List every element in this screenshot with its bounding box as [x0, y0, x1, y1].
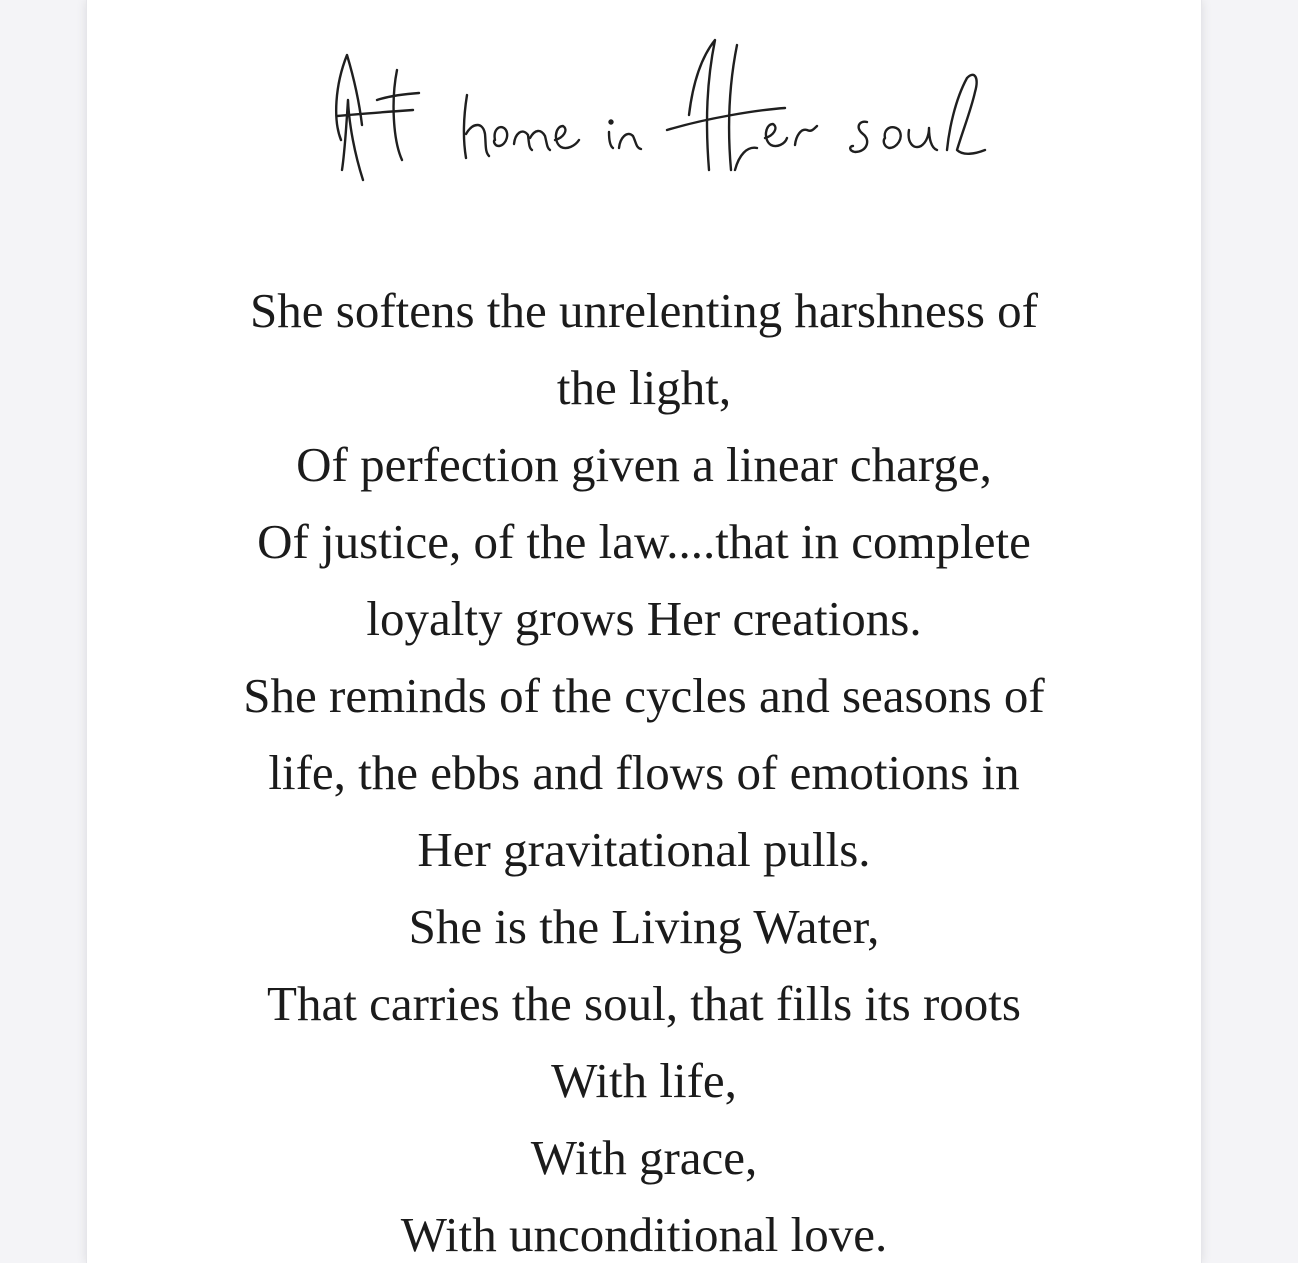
poem-line: With unconditional love. — [400, 1207, 888, 1262]
poem-line: She reminds of the cycles and seasons of — [243, 668, 1045, 723]
handwritten-title-graphic — [237, 30, 1027, 200]
poem-title — [237, 30, 1027, 200]
poem-line: life, the ebbs and flows of emotions in — [268, 745, 1020, 800]
poem-line: With grace, — [530, 1130, 758, 1185]
poem-line: That carries the soul, that fills its roots — [267, 976, 1021, 1031]
poem-line: Of justice, of the law....that in complete — [257, 514, 1031, 569]
poem-line: loyalty grows Her creations. — [366, 591, 922, 646]
poem-line: Her gravitational pulls. — [417, 822, 871, 877]
document-page — [86, 0, 1202, 1263]
poem-body — [87, 272, 1201, 1263]
poem-line: Of perfection given a linear charge, — [296, 437, 992, 492]
poem-line: With life, — [551, 1053, 737, 1108]
poem-line: She is the Living Water, — [408, 899, 880, 954]
poem-line: the light, — [556, 360, 732, 415]
poem-line: She softens the unrelenting harshness of — [250, 283, 1038, 338]
